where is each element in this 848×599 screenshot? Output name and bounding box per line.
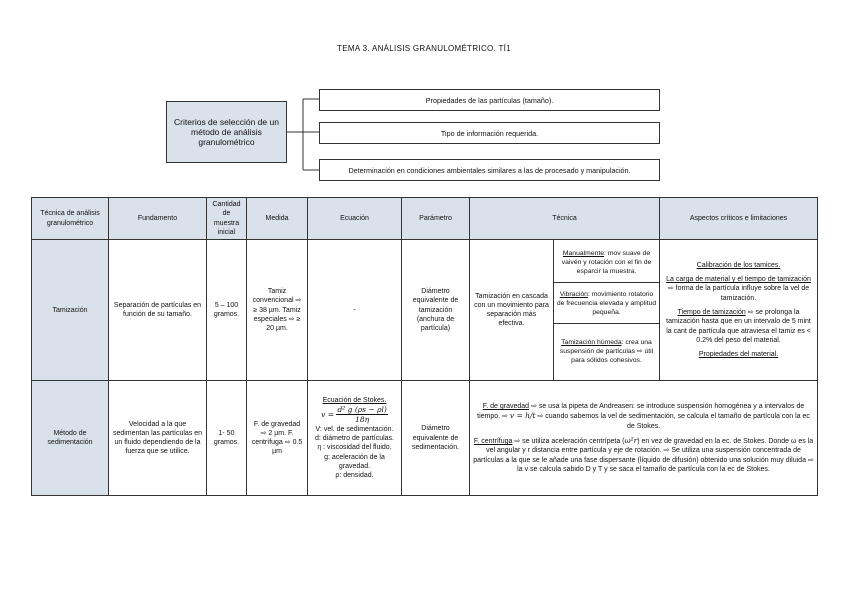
stokes-lhs: v = [321,409,335,419]
header-technique: Técnica de análisis granulométrico [32,198,109,240]
header-equation: Ecuación [308,198,402,240]
header-fundament: Fundamento [109,198,207,240]
tecnica-wet-text: : crea una suspensión de partículas ⇨ útil para sólidos cohesivos. [559,338,654,364]
table-row [32,240,818,381]
row-equation: - [308,240,402,381]
criteria-connector [287,89,319,179]
criteria-option-conditions: Determinación en condiciones ambientales similares a las de procesado y manipulación. [319,159,660,181]
row-tecnica-main: Tamización en cascada con un movimiento para separación más efectiva. [470,240,554,381]
stokes-legend-3: g: aceleración de la gravedad. [324,453,385,470]
row-fundament: Velocidad a la que sedimentan las partículas en un fluido dependiendo de la fuerza que se utilice. [109,381,207,496]
row-fundament: Separación de partículas en función de su tamaño. [109,240,207,381]
gravity-title: F. de gravedad [482,403,530,411]
critical-title-calibration: Calibración de los tamices. [696,261,781,269]
stokes-title: Ecuación de Stokes. [322,396,387,404]
stokes-legend-2: η : viscosidad del fluido. [317,444,392,452]
row-parameter: Diámetro equivalente de tamización (anchura de partícula) [402,240,470,381]
header-tecnica: Técnica [470,198,660,240]
row-measure: Tamiz convencional ⇨ ≥ 38 µm. Tamiz especiales ⇨ ≥ 20 µm. [247,240,308,381]
tecnica-wet-title: Tamización húmeda [561,338,622,346]
stokes-denominator: 18η [355,415,370,425]
row-quantity: 1- 50 gramos. [207,381,247,496]
tecnica-vibration-text: : movimiento rotatorio de frecuencia elevada y amplitud pequeña. [556,290,657,316]
centrifugal-title: F. centrífuga [473,438,513,446]
critical-p1-title: La carga de material y el tiempo de tamización [666,276,811,284]
centrifugal-formula: ω²r [624,436,638,446]
header-parameter: Parámetro [402,198,470,240]
header-critical: Aspectos críticos e limitaciones [660,198,818,240]
criteria-option-size: Propiedades de las partículas (tamaño). [319,89,660,111]
stokes-numerator: d² g (ρs − ρl) [337,405,387,415]
gravity-text-1: ⇨ se usa la pipeta de Andreasen: se introduce suspensión homogénea y a intervalos de tiempo. ⇨ [477,403,805,421]
centrifugal-text-2: ) en vez de gravedad en la ec. de Stokes. Donde ω es la vel angular y r distancia entre partícula y eje de rotación. ⇨ Se utiliza una suspensión concentrada de partículas a la que se le añade una fase dispersante (líquido de difusión) obtenido una solución muy diluida ⇨ la v se calcula sabido D y T y se saca el tamaño de partícula con la ec de Stokes. [473,438,814,473]
critical-title-material: Propiedades del material. [698,351,779,359]
row-tecnica [470,381,818,496]
table-row [32,381,818,496]
row-critical [660,240,818,381]
tecnica-manual-title: Manualmente [562,249,605,257]
row-technique: Método de sedimentación [32,381,109,496]
stokes-formula [311,405,398,425]
stokes-legend-4: ρ: densidad. [335,472,374,480]
critical-p1-text: ⇨ forma de la partícula influye sobre la vel de tamización. [667,285,810,302]
gravity-text-2: ⇨ cuando sabemos la vel de sedimentación, se calcula el tamaño de partícula con la ec de Stokes. [535,413,810,430]
row-parameter: Diámetro equivalente de sedimentación. [402,381,470,496]
criteria-box: Criterios de selección de un método de análisis granulométrico [166,101,287,163]
stokes-legend-0: V: vel. de sedimentación. [315,425,394,433]
row-tecnica-sub [554,240,660,381]
table-header-row [32,198,818,240]
tecnica-vibration-title: Vibración [559,290,588,298]
row-equation [308,381,402,496]
critical-p2-title: Tiempo de tamización [677,309,746,317]
gravity-formula: v = h/t [509,411,536,421]
row-quantity: 5 – 100 gramos. [207,240,247,381]
analysis-table [31,197,818,496]
header-measure: Medida [247,198,308,240]
criteria-option-info: Tipo de información requerida. [319,122,660,144]
page-title: TEMA 3. ANÁLISIS GRANULOMÉTRICO. TÍ1 [337,44,511,53]
row-technique: Tamización [32,240,109,381]
critical-p2-text: ⇨ se prolonga la tamización hasta que en un intervalo de 5 mint la cant de partícula que atraviesa el tamiz es < 0.2% del peso del material. [666,309,811,344]
centrifugal-text-1: ⇨ se utiliza aceleración centrípeta ( [512,438,625,446]
row-measure: F. de gravedad ⇨ 2 µm. F. centrífuga ⇨ 0.5 µm [247,381,308,496]
tecnica-manual-text: : mov suave de vaivén y rotación con el fin de esparcir la muestra. [561,249,652,275]
header-quantity: Cantidad de muestra inicial [207,198,247,240]
stokes-legend-1: d: diámetro de partículas. [315,435,394,443]
